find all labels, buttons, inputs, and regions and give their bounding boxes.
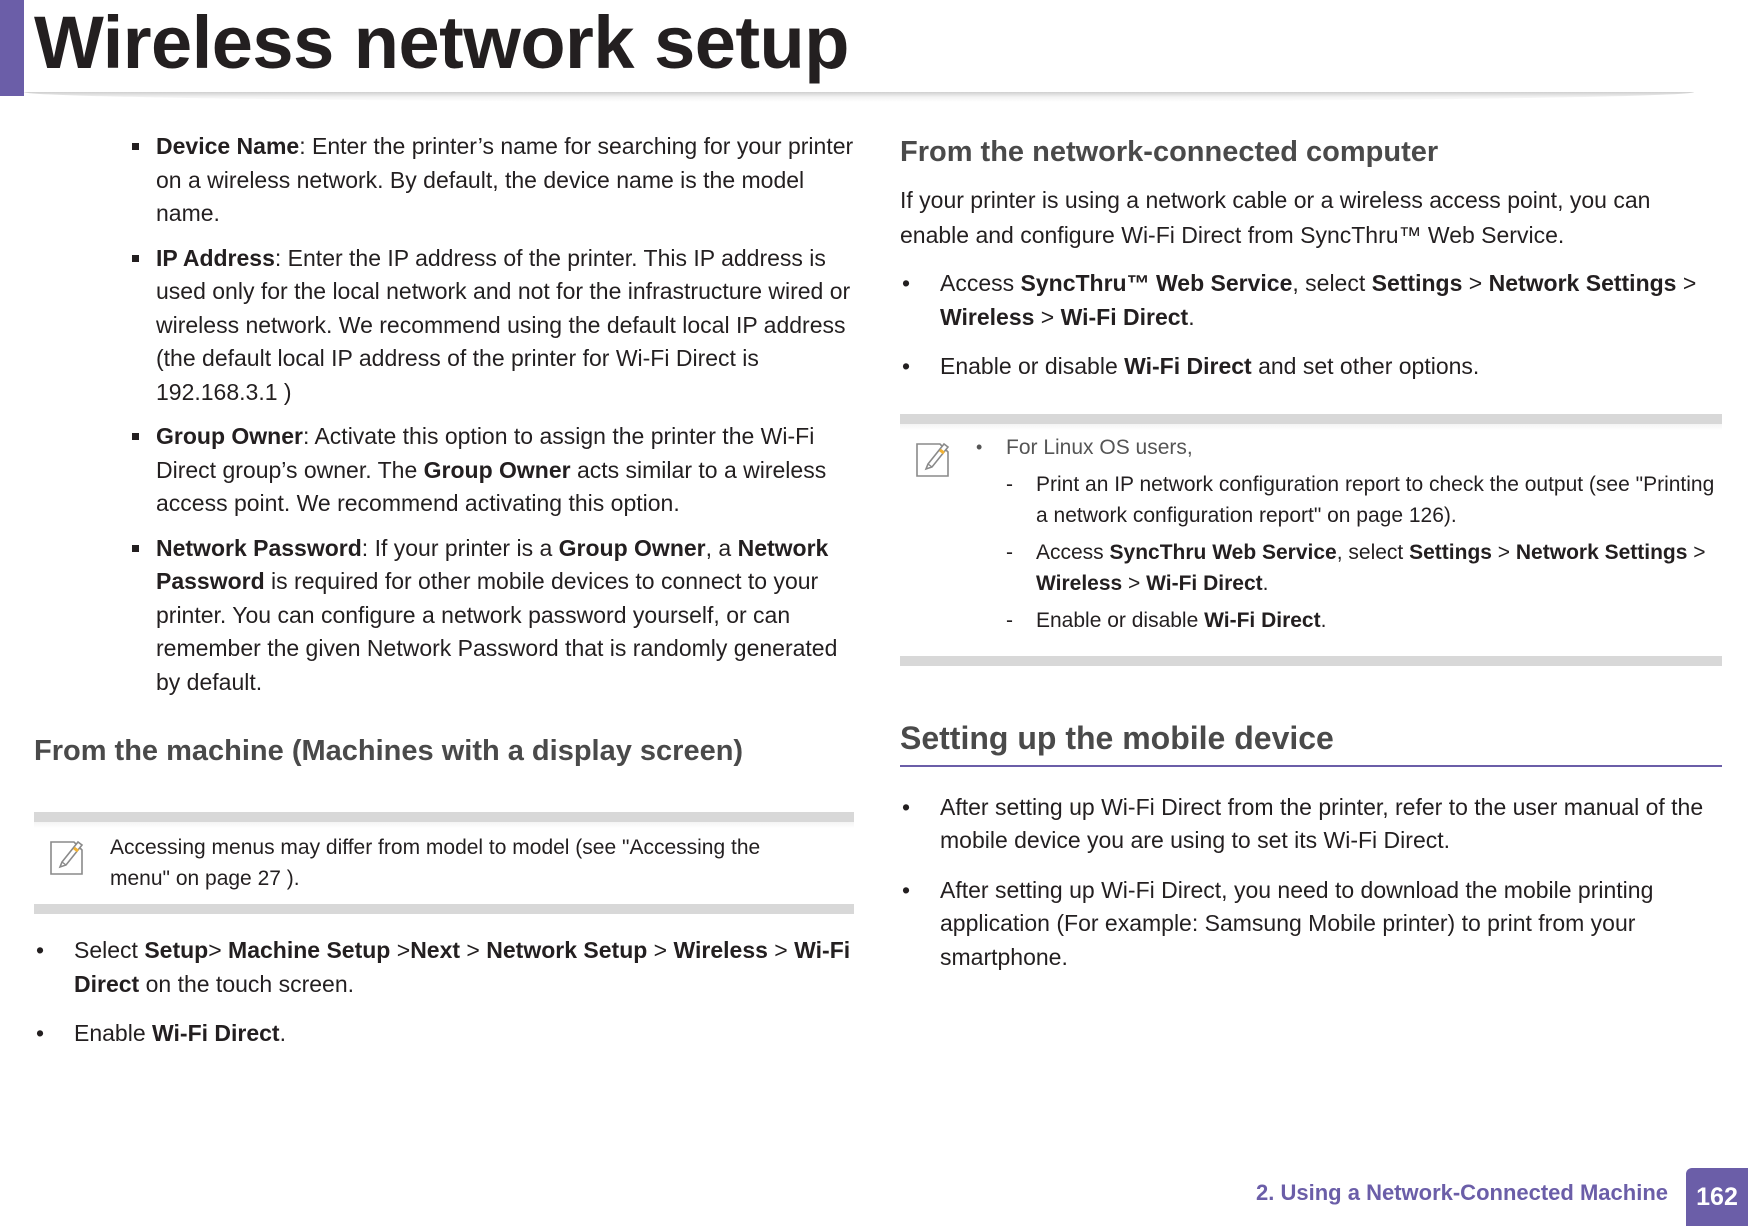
footer-chapter-label: 2. Using a Network-Connected Machine (1256, 1180, 1668, 1205)
bullet-dot-icon: • (902, 270, 911, 296)
bullet-dot-icon: • (902, 876, 911, 903)
linux-note-box (900, 414, 1722, 666)
computer-steps-list (900, 267, 1722, 384)
linux-note-item-1: - Print an IP network configuration report to check the output (see "Printing a network configuration report" on page 126). (1006, 469, 1716, 531)
mobile-steps-list (900, 791, 1722, 975)
square-bullet-icon (132, 143, 139, 150)
setting-group-owner: Group Owner: Activate this option to assign the printer the Wi-Fi Direct group’s owner. The Group Owner acts similar to a wireless access point. We recommend activating this option. (34, 420, 854, 521)
computer-step-2: • Enable or disable Wi-Fi Direct and set other options. (900, 350, 1722, 384)
linux-note-item-2: - Access SyncThru Web Service, select Settings > Network Settings > Wireless > Wi-Fi Direct. (1006, 537, 1716, 599)
dash-bullet-icon: - (1006, 608, 1013, 632)
square-bullet-icon (132, 433, 139, 440)
title-divider (24, 92, 1694, 102)
computer-step-1: • Access SyncThru™ Web Service, select Settings > Network Settings > Wireless > Wi-Fi Direct. (900, 267, 1722, 334)
page-number-badge: 162 (1686, 1168, 1748, 1226)
bullet-dot-icon: • (902, 353, 911, 379)
setting-network-password: Network Password: If your printer is a Group Owner, a Network Password is required for other mobile devices to connect to your printer. You can configure a network password yourself, or can remember the given Network Password that is randomly generated by default. (34, 532, 854, 700)
mobile-step-1: • After setting up Wi-Fi Direct from the printer, refer to the user manual of the mobile device you are using to set its Wi-Fi Direct. (900, 791, 1722, 858)
setting-ip-address: IP Address: Enter the IP address of the printer. This IP address is used only for the local network and not for the infrastructure wired or wireless network. We recommend using the default local IP address (the default local IP address of the printer for Wi-Fi Direct is 192.168.3.1 ) (34, 242, 854, 410)
note-pencil-icon (48, 836, 86, 878)
linux-note-item-3: - Enable or disable Wi-Fi Direct. (1006, 605, 1716, 636)
page-title: Wireless network setup (34, 1, 849, 84)
mobile-step-2: • After setting up Wi-Fi Direct, you need to download the mobile printing application (For example: Samsung Mobile printer) to print from your smartphone. (900, 874, 1722, 975)
setting-device-name: Device Name: Enter the printer’s name for searching for your printer on a wireless network. By default, the device name is the model name. (34, 130, 854, 231)
bullet-dot-icon: • (36, 1020, 45, 1046)
bullet-dot-icon: • (976, 436, 983, 457)
linux-note-text (976, 432, 1716, 642)
header-accent-bar (0, 0, 24, 96)
machine-section-heading: From the machine (Machines with a display screen) (34, 735, 744, 767)
machine-note-box (34, 812, 854, 914)
machine-steps-list (34, 934, 854, 1051)
computer-intro-text: If your printer is using a network cable or a wireless access point, you can enable and configure Wi-Fi Direct from SyncThru™ Web Service. (900, 187, 1651, 248)
linux-note-lead: • For Linux OS users, (976, 432, 1716, 463)
mobile-section-heading: Setting up the mobile device (900, 720, 1722, 767)
dash-bullet-icon: - (1006, 540, 1013, 564)
right-column (900, 130, 1722, 990)
square-bullet-icon (132, 545, 139, 552)
machine-note-text: Accessing menus may differ from model to model (see "Accessing the menu" on page 27 ). (110, 836, 761, 890)
machine-step-1: • Select Setup> Machine Setup >Next > Network Setup > Wireless > Wi-Fi Direct on the touch screen. (34, 934, 854, 1001)
bullet-dot-icon: • (902, 793, 911, 820)
square-bullet-icon (132, 255, 139, 262)
bullet-dot-icon: • (36, 937, 45, 963)
linux-note-items (1006, 469, 1716, 636)
dash-bullet-icon: - (1006, 472, 1013, 496)
computer-section-heading: From the network-connected computer (900, 136, 1439, 168)
left-column (34, 130, 854, 1067)
note-pencil-icon (914, 438, 952, 480)
settings-list (34, 130, 854, 699)
machine-step-2: • Enable Wi-Fi Direct. (34, 1017, 854, 1051)
